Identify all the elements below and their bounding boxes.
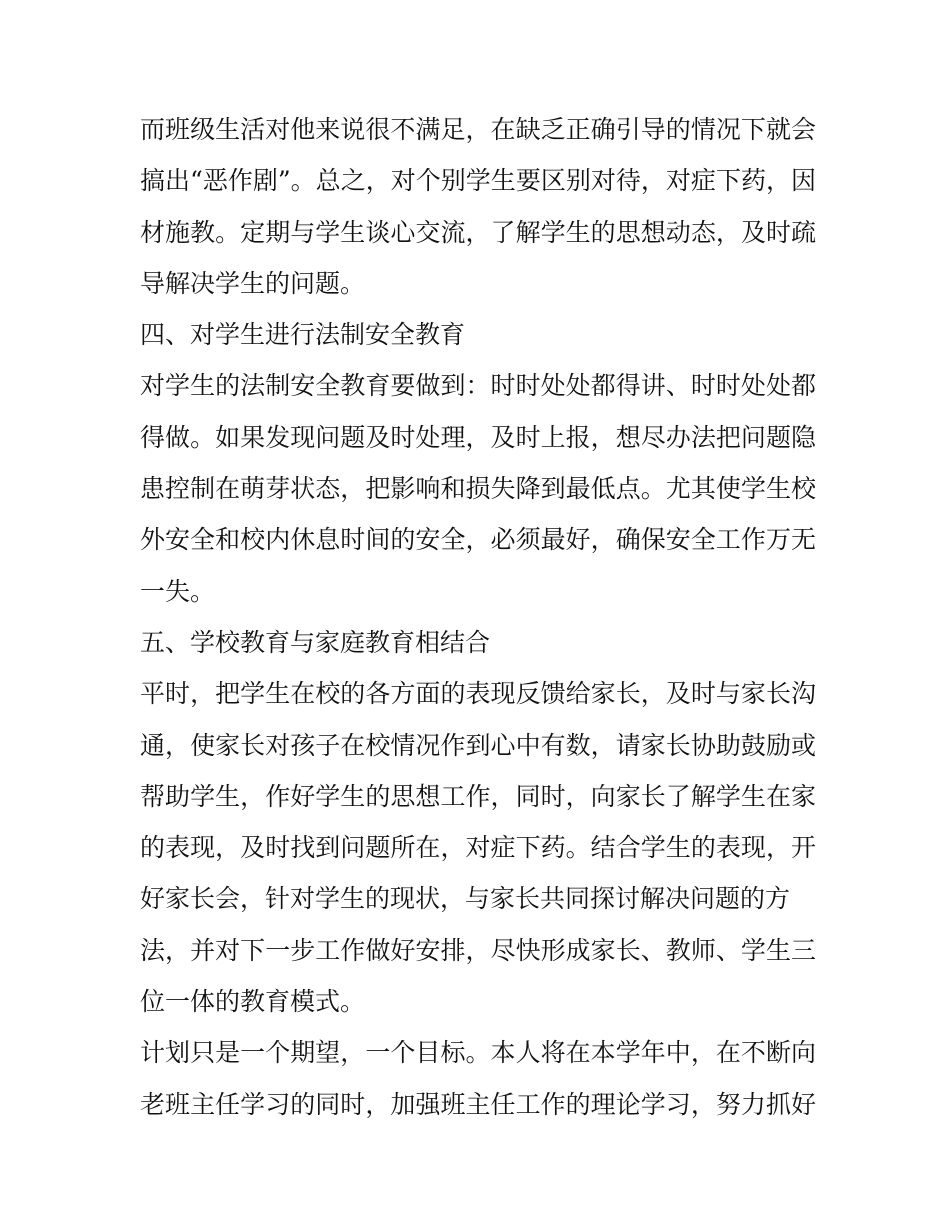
text-line: 通，使家长对孩子在校情况作到心中有数，请家长协助鼓励或: [140, 730, 816, 760]
heading-line: 五、学校教育与家庭教育相结合: [140, 627, 491, 657]
text-line: 好家长会，针对学生的现状，与家长共同探讨解决问题的方: [140, 884, 791, 914]
text-line: 对学生的法制安全教育要做到：时时处处都得讲、时时处处都: [140, 371, 816, 401]
section-heading-legal-safety: [140, 309, 816, 360]
text-line: 得做。如果发现问题及时处理，及时上报，想尽办法把问题隐: [140, 422, 816, 452]
text-line: 的表现，及时找到问题所在，对症下药。结合学生的表现，开: [140, 833, 816, 863]
text-line: 位一体的教育模式。: [140, 987, 366, 1017]
text-line: 材施教。定期与学生谈心交流，了解学生的思想动态，及时疏: [140, 217, 816, 247]
text-line: 老班主任学习的同时，加强班主任工作的理论学习，努力抓好: [140, 1089, 816, 1119]
paragraph-school-family: [140, 668, 816, 1027]
text-line: 而班级生活对他来说很不满足，在缺乏正确引导的情况下就会: [140, 115, 816, 144]
text-line: 一失。: [140, 576, 216, 606]
paragraph-plan-conclusion: [140, 1027, 816, 1130]
section-heading-school-family: [140, 617, 816, 668]
text-line: 法，并对下一步工作做好安排，尽快形成家长、教师、学生三: [140, 935, 816, 965]
text-line: 患控制在萌芽状态，把影响和损失降到最低点。尤其使学生校: [140, 474, 816, 504]
heading-line: 四、对学生进行法制安全教育: [140, 320, 466, 350]
document-body: [140, 104, 816, 1130]
text-line: 搞出“恶作剧”。总之，对个别学生要区别对待，对症下药，因: [140, 166, 816, 196]
text-line: 外安全和校内休息时间的安全，必须最好，确保安全工作万无: [140, 525, 816, 555]
paragraph-individual-students: [140, 104, 816, 309]
text-line: 计划只是一个期望，一个目标。本人将在本学年中，在不断向: [140, 1038, 816, 1068]
text-line: 平时，把学生在校的各方面的表现反馈给家长，及时与家长沟: [140, 679, 816, 709]
text-line: 帮助学生，作好学生的思想工作，同时，向家长了解学生在家: [140, 781, 816, 811]
paragraph-legal-safety: [140, 360, 816, 616]
text-line: 导解决学生的问题。: [140, 268, 366, 298]
